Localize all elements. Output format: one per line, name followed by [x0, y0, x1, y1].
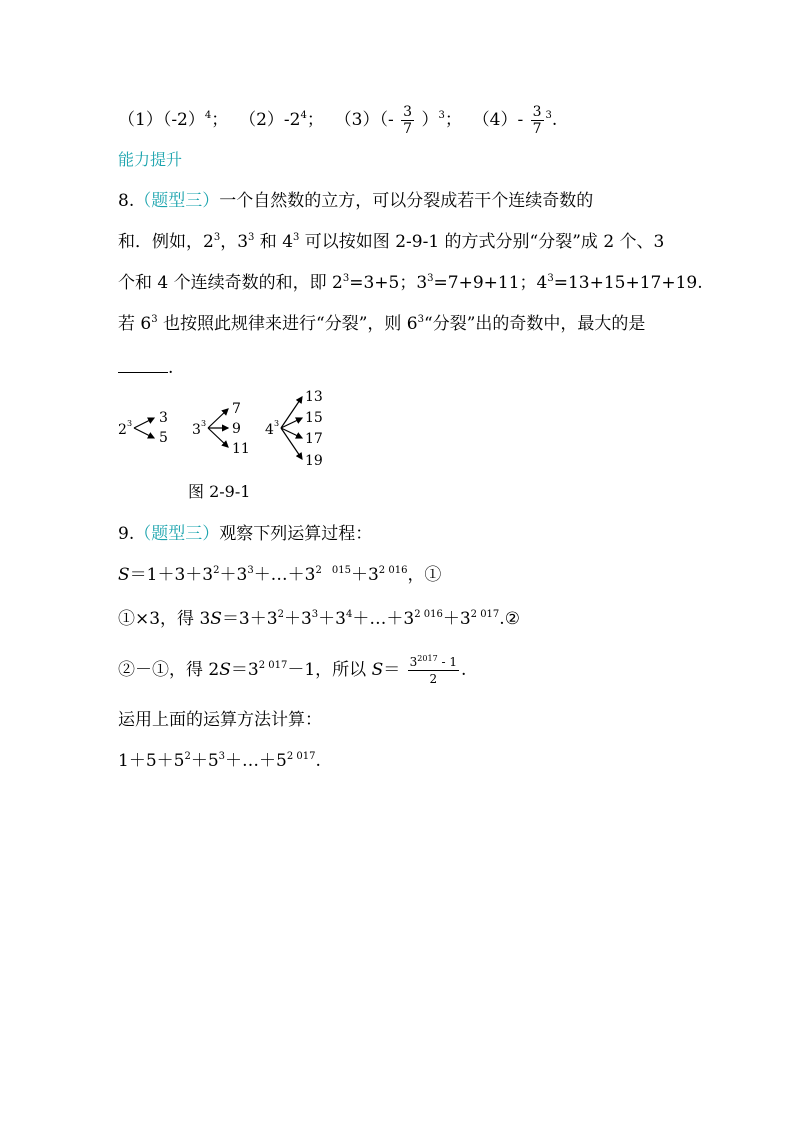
fig-arrow: [208, 428, 228, 447]
fig-value: 5: [159, 430, 168, 446]
q9-eq-2: ①×3，得 $3S=3+3^2+3^3+3^4+\dots+3^{2 016}+3^{2 017}.②$: [118, 609, 520, 629]
q9-line-1: 9.（题型三）观察下列运算过程：: [118, 524, 373, 544]
q8-tag: （题型三）: [134, 191, 220, 211]
fig-exp-3: 3: [201, 419, 207, 428]
q7-fraction-4: $\frac{3}{7}$: [532, 104, 542, 137]
fig-arrow: [134, 428, 154, 438]
q9-final: $1+5+5^2+5^3+\dots+5^{2 017}$.: [118, 751, 321, 771]
q9-tag: （题型三）: [134, 524, 220, 544]
fig-value: 17: [305, 431, 323, 447]
fig-value: 15: [305, 410, 323, 426]
fig-base-4: 4: [265, 422, 274, 438]
fig-value: 13: [305, 389, 323, 405]
figure-caption: 图 2-9-1: [188, 482, 251, 501]
q9-apply: 运用上面的运算方法计算：: [118, 710, 322, 730]
q8-line-2: 和．例如，$2^3$，$3^3$ 和 $4^3$ 可以按如图 2-9-1 的方式分别“分裂”成 2 个、3: [118, 232, 665, 252]
q8-line-5: .: [118, 357, 173, 379]
fig-arrow: [134, 418, 154, 428]
q8-line-3: 个和 4 个连续奇数的和，即 $2^3=3+5$；$3^3=7+9+11$；$4^3=13+15+17+19$.: [118, 273, 703, 293]
fig-value: 19: [305, 453, 323, 469]
fig-value: 3: [159, 410, 168, 426]
fig-exp-4: 3: [274, 419, 280, 428]
q9-fraction: $\frac{3^{2017} - 1}{2}$: [409, 654, 457, 686]
fig-exp-2: 3: [127, 419, 133, 428]
fig-arrow: [208, 409, 228, 428]
section-title: 能力提升: [118, 150, 183, 169]
q7-fraction-3: $\frac{3}{7}$: [403, 104, 413, 137]
q8-line-4: 若 $6^3$ 也按照此规律来进行“分裂”，则 $6^3“$分裂”出的奇数中，最大的是: [118, 314, 646, 334]
q9-eq-3: ②－①，得 $2S=3^{2 017}-1$，所以 S＝ $\frac{3^{2017} - 1}{2}$ .: [118, 654, 467, 686]
fig-base-3: 3: [192, 422, 201, 438]
fig-value: 11: [232, 441, 250, 457]
answer-blank: [118, 358, 168, 373]
q7-line: $(1)(-2)^4$； $(2)-2^4$； （3）（- $\frac{3}{7}$ ）$^3$； （4）- $\frac{3}{7}$ $^3$.: [118, 104, 558, 137]
fig-base-2: 2: [118, 422, 127, 438]
q8-line-1: 8.（题型三）一个自然数的立方，可以分裂成若干个连续奇数的: [118, 191, 594, 211]
fig-value: 7: [232, 401, 241, 417]
figure-2-9-1: [110, 385, 340, 475]
fig-value: 9: [232, 421, 241, 437]
q9-eq-1: $S=1+3+3^2+3^3+\dots+3^{2 015}+3^{2 016}$，①: [118, 565, 442, 585]
